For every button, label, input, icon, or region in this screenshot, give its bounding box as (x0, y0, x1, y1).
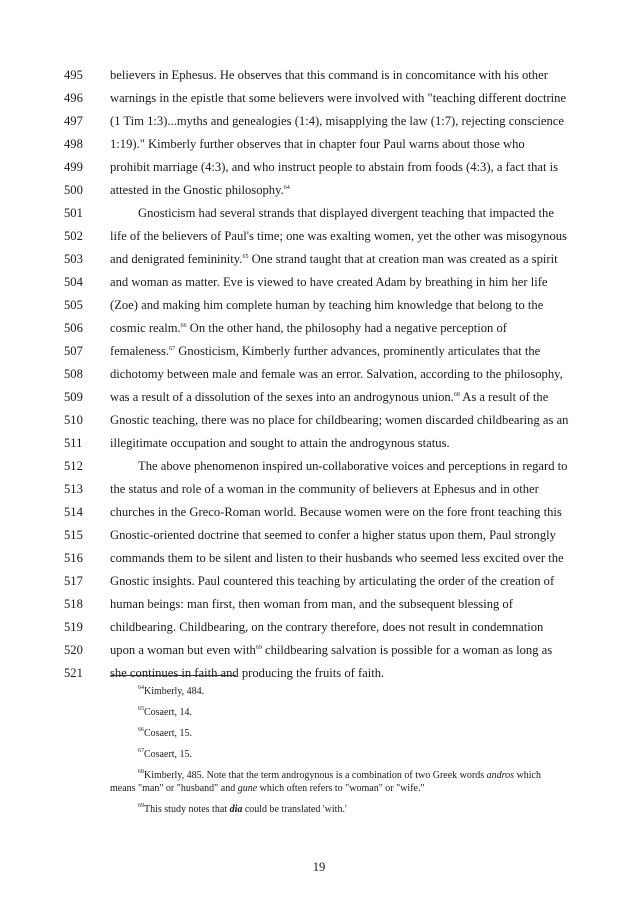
text-line (0, 316, 638, 340)
line-text: warnings in the epistle that some believers were involved with "teaching different doctrine (110, 91, 567, 105)
line-text: childbearing. Childbearing, on the contrary therefore, does not result in condemnation (110, 620, 544, 634)
line-text: life of the believers of Paul's time; one was exalting women, yet the other was misogynous (110, 229, 567, 243)
text-line (0, 569, 638, 593)
footnote-66: $^{66}$Cosaert, 15. (138, 727, 193, 739)
line-text: Gnostic teaching, there was no place for childbearing; women discarded childbearing as an (110, 413, 569, 427)
text-line (0, 431, 638, 455)
line-text: attested in the Gnostic philosophy.$^{64}$ (110, 183, 290, 197)
footnote-ref[interactable]: 67 (169, 346, 176, 352)
line-text: The above phenomenon inspired un-collaborative voices and perceptions in regard to (138, 459, 568, 473)
line-number: 498 (64, 137, 83, 151)
footnote-ref[interactable]: 69 (255, 645, 262, 651)
text-line (0, 592, 638, 616)
line-number: 505 (64, 298, 83, 312)
footnote-69: $^{69}$This study notes that dia could be translated 'with.' (138, 803, 347, 815)
line-number: 511 (64, 436, 83, 450)
line-number: 515 (64, 528, 83, 542)
line-number: 521 (64, 666, 83, 680)
line-number: 514 (64, 505, 83, 519)
line-number: 501 (64, 206, 83, 220)
line-text: and woman as matter. Eve is viewed to have created Adam by breathing in him her life (110, 275, 548, 289)
line-text: femaleness.$^{67}$ Gnosticism, Kimberly further advances, prominently articulates that the (110, 344, 541, 358)
line-number: 516 (64, 551, 83, 565)
text-line (0, 615, 638, 639)
line-text: illegitimate occupation and sought to attain the androgynous status. (110, 436, 450, 450)
line-number: 502 (64, 229, 83, 243)
footnote-ref[interactable]: 68 (453, 392, 460, 398)
text-line (0, 201, 638, 225)
text-line (0, 224, 638, 248)
line-number: 504 (64, 275, 83, 289)
page-number: 19 (312, 860, 326, 874)
footnote-ref[interactable]: 65 (242, 254, 249, 260)
line-text: Gnosticism had several strands that displayed divergent teaching that impacted the (138, 206, 554, 220)
text-line (0, 270, 638, 294)
line-number: 512 (64, 459, 83, 473)
footnote-64: $^{64}$Kimberly, 484. (138, 685, 205, 697)
line-number: 520 (64, 643, 83, 657)
text-line (0, 638, 638, 662)
line-number: 506 (64, 321, 83, 335)
line-text: churches in the Greco-Roman world. Because women were on the fore front teaching this (110, 505, 562, 519)
line-text: prohibit marriage (4:3), and who instruct people to abstain from foods (4:3), a fact that is (110, 160, 559, 174)
text-line (0, 661, 638, 685)
line-number: 500 (64, 183, 83, 197)
text-line (0, 247, 638, 271)
text-line (0, 178, 638, 202)
line-text: 1:19)." Kimberly further observes that in chapter four Paul warns about those who (110, 137, 525, 151)
text-line (0, 86, 638, 110)
line-text: Gnostic insights. Paul countered this teaching by articulating the order of the creation of (110, 574, 555, 588)
line-text: commands them to be silent and listen to their husbands who seemed less excited over the (110, 551, 564, 565)
footnote-ref[interactable]: 66 (180, 323, 187, 329)
line-text: (1 Tim 1:3)...myths and genealogies (1:4), misapplying the law (1:7), rejecting conscience (110, 114, 564, 128)
line-number: 497 (64, 114, 83, 128)
text-line (0, 408, 638, 432)
line-text: believers in Ephesus. He observes that this command is in concomitance with his other (110, 68, 548, 82)
line-text: dichotomy between male and female was an error. Salvation, according to the philosophy, (110, 367, 563, 381)
footnote-ref[interactable]: 64 (283, 185, 290, 191)
line-text: (Zoe) and making him complete human by teaching him knowledge that belong to the (110, 298, 544, 312)
line-number: 517 (64, 574, 83, 588)
footnote-separator (110, 675, 236, 676)
line-text: Gnostic-oriented doctrine that seemed to confer a higher status upon them, Paul strongly (110, 528, 556, 542)
footnote-65: $^{65}$Cosaert, 14. (138, 706, 193, 718)
line-number: 518 (64, 597, 83, 611)
footnote-68: $^{68}$Kimberly, 485. Note that the term androgynous is a combination of two Greek words andros which means "man" or "husband" and gune which often refers to "woman" or "wife." (110, 769, 541, 794)
line-number: 507 (64, 344, 83, 358)
text-line (0, 109, 638, 133)
text-line (0, 385, 638, 409)
text-line (0, 546, 638, 570)
line-number: 508 (64, 367, 83, 381)
text-line (0, 132, 638, 156)
text-line (0, 523, 638, 547)
text-line (0, 63, 638, 87)
line-number: 519 (64, 620, 83, 634)
line-text: human beings: man first, then woman from man, and the subsequent blessing of (110, 597, 513, 611)
text-line (0, 293, 638, 317)
line-text: was a result of a dissolution of the sexes into an androgynous union.$^{68}$ As a result of the (110, 390, 549, 404)
text-line (0, 155, 638, 179)
footnote-67: $^{67}$Cosaert, 15. (138, 748, 193, 760)
line-text: cosmic realm.$^{66}$ On the other hand, the philosophy had a negative perception of (110, 321, 507, 335)
line-number: 496 (64, 91, 83, 105)
line-text: she continues in faith and producing the fruits of faith. (110, 666, 385, 680)
line-number: 495 (64, 68, 83, 82)
line-text: and denigrated femininity.$^{65}$ One strand taught that at creation man was created as a spirit (110, 252, 558, 266)
line-number: 509 (64, 390, 83, 404)
line-text: upon a woman but even with$^{69}$ childbearing salvation is possible for a woman as long as (110, 643, 553, 657)
text-line (0, 362, 638, 386)
line-number: 503 (64, 252, 83, 266)
line-number: 510 (64, 413, 83, 427)
line-text: the status and role of a woman in the community of believers at Ephesus and in other (110, 482, 539, 496)
text-line (0, 339, 638, 363)
line-number: 513 (64, 482, 83, 496)
line-number: 499 (64, 160, 83, 174)
text-line (0, 454, 638, 478)
text-line (0, 500, 638, 524)
text-line (0, 477, 638, 501)
